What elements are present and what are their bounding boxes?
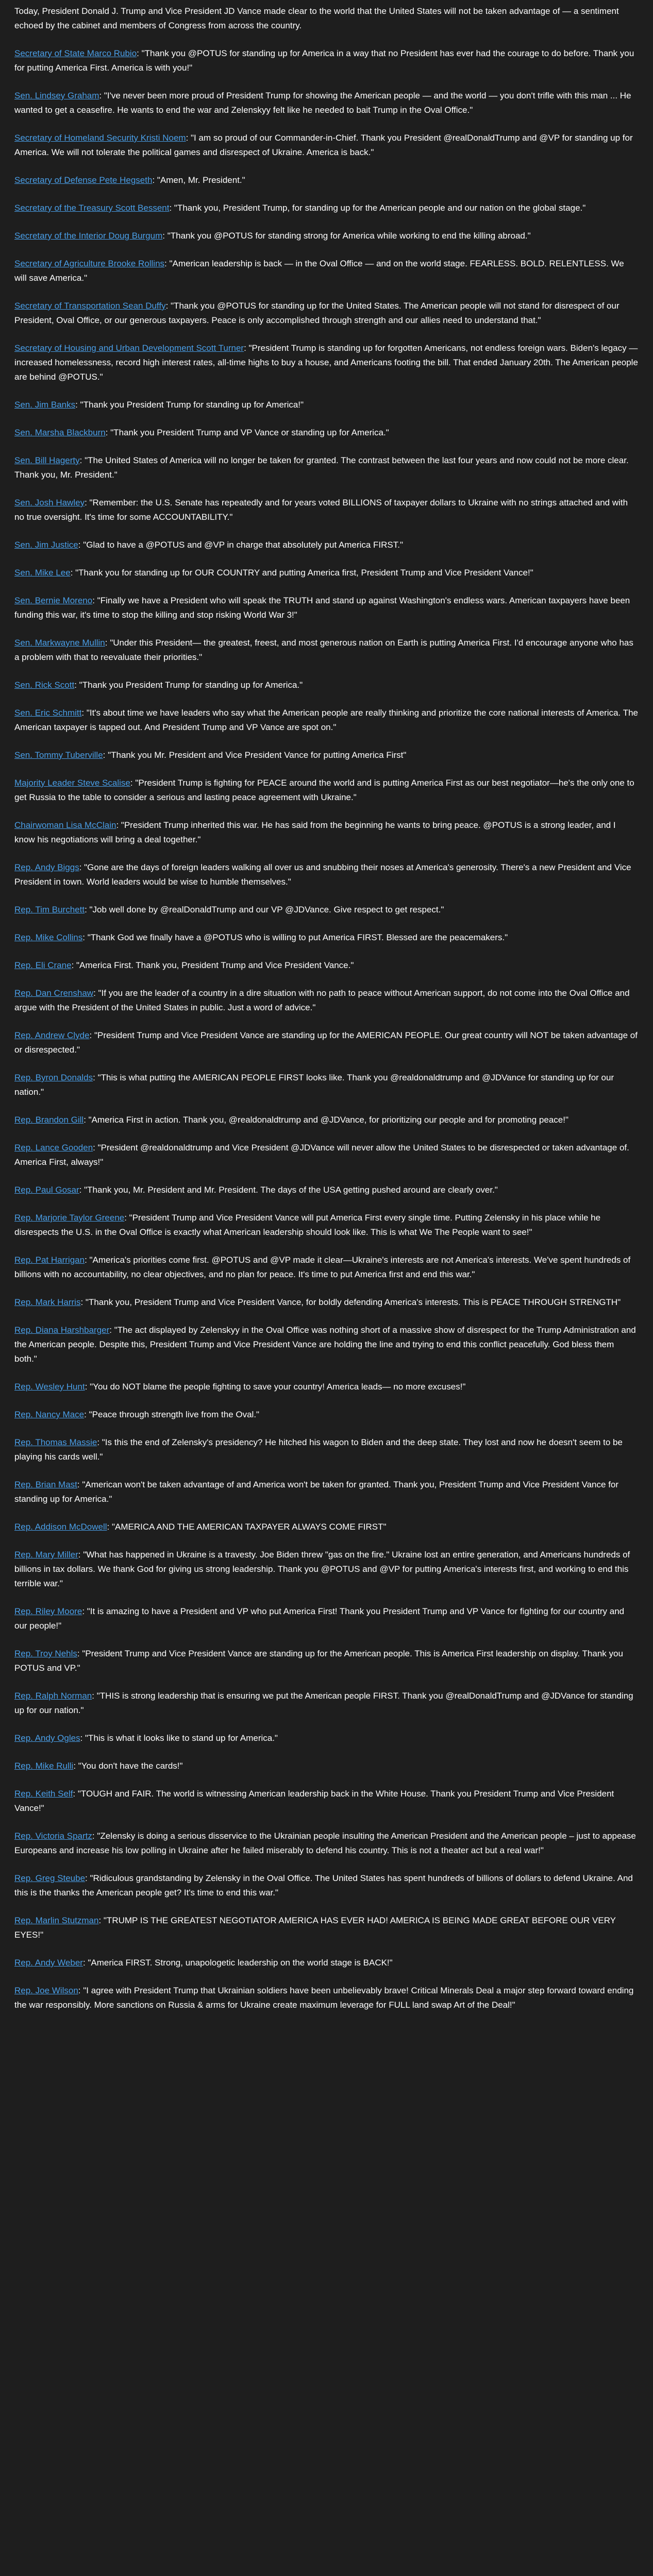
statement-entry — [14, 636, 639, 665]
speaker-link[interactable]: Rep. Brandon Gill — [14, 1115, 84, 1125]
speaker-link[interactable]: Rep. Joe Wilson — [14, 1986, 78, 1995]
speaker-link[interactable]: Sen. Rick Scott — [14, 680, 75, 690]
statement-quote: : "Thank God we finally have a @POTUS who is willing to put America FIRST. Blessed are the peacemakers." — [82, 933, 508, 942]
statement-quote: : "Ridiculous grandstanding by Zelensky in the Oval Office. The United States has spent hundreds of billions of dollars to defend Ukraine. And this is the thanks the American people get? It's time to end this war." — [14, 1873, 633, 1897]
statement-quote: : "Gone are the days of foreign leaders walking all over us and snubbing their noses at America's generosity. There's a new President and Vice President in town. World leaders would be wise to humble themselves." — [14, 862, 631, 887]
statement-quote: : "Job well done by @realDonaldTrump and our VP @JDVance. Give respect to get respect." — [85, 905, 444, 914]
statement-quote: : "Thank you @POTUS for standing strong for America while working to end the killing abroad." — [162, 231, 531, 241]
statement-entry — [14, 1071, 639, 1099]
statement-entry — [14, 89, 639, 117]
statement-quote: : "I've never been more proud of President Trump for showing the American people — and the world — you don't trifle with this man ... He wanted to get a ceasefire. He wants to end the war and Zelenskyy felt like he needed to bait Trump in the Oval Office." — [14, 91, 631, 115]
statement-entry — [14, 678, 639, 692]
statement-entry — [14, 229, 639, 243]
speaker-link[interactable]: Sen. Bernie Moreno — [14, 596, 93, 605]
statement-entry — [14, 776, 639, 805]
statement-entry — [14, 257, 639, 285]
statement-entry — [14, 496, 639, 524]
statement-entry — [14, 173, 639, 188]
speaker-link[interactable]: Rep. Thomas Massie — [14, 1437, 97, 1447]
statement-quote: : "This is what putting the AMERICAN PEOPLE FIRST looks like. Thank you @realdonaldtrump and @JDVance for standing up for our nation." — [14, 1073, 614, 1097]
statement-entry — [14, 1028, 639, 1057]
speaker-link[interactable]: Rep. Greg Steube — [14, 1873, 86, 1883]
speaker-link[interactable]: Sen. Marsha Blackburn — [14, 428, 106, 437]
statement-quote: : "Thank you President Trump and VP Vance or standing up for America." — [105, 428, 389, 437]
statement-quote: : "Finally we have a President who will speak the TRUTH and stand up against Washington's endless wars. American taxpayers have been funding this war, it's time to stop the killing and stop risking World War 3!" — [14, 596, 630, 620]
statement-quote: : "President Trump is fighting for PEACE around the world and is putting America First as our best negotiator—he's the only one to get Russia to the table to consider a serious and lasting peace agreement with Ukraine." — [14, 778, 634, 802]
statement-quote: : "Zelensky is doing a serious disservice to the Ukrainian people insulting the American President and the American people – just to appease Europeans and increase his low polling in Ukraine after he failed miserably to defend his country. This is not a theater act but a real war!" — [14, 1831, 636, 1855]
statement-quote: : "If you are the leader of a country in a dire situation with no path to peace without American support, do not come into the Oval Office and argue with the President of the United States in public. Just a word of advice." — [14, 988, 630, 1012]
statement-quote: : "America First in action. Thank you, @realdonaldtrump and @JDVance, for prioritizing our people and for promoting peace!" — [83, 1115, 568, 1125]
statement-quote: : "Thank you for standing up for OUR COUNTRY and putting America first, President Trump and Vice President Vance!" — [70, 568, 533, 578]
statement-entry — [14, 1787, 639, 1816]
statement-quote: : "American leadership is back — in the Oval Office — and on the world stage. FEARLESS. BOLD. RELENTLESS. We will save America." — [14, 259, 624, 283]
statement-entry — [14, 46, 639, 75]
statement-entry — [14, 1520, 639, 1534]
statement-entry — [14, 958, 639, 973]
statement-quote: : "President Trump inherited this war. He has said from the beginning he wants to bring peace. @POTUS is a strong leader, and I know his negotiations will bring a deal together." — [14, 820, 616, 844]
speaker-link[interactable]: Rep. Byron Donalds — [14, 1073, 93, 1082]
statement-entry — [14, 426, 639, 440]
speaker-link[interactable]: Rep. Andy Weber — [14, 1958, 83, 1968]
statement-entry — [14, 1408, 639, 1422]
speaker-link[interactable]: Sen. Jim Justice — [14, 540, 78, 550]
speaker-link[interactable]: Sen. Mike Lee — [14, 568, 71, 578]
statement-entry — [14, 930, 639, 945]
speaker-link[interactable]: Rep. Victoria Spartz — [14, 1831, 92, 1841]
speaker-link[interactable]: Rep. Lance Gooden — [14, 1143, 93, 1153]
statement-entry — [14, 818, 639, 847]
statement-quote: : "This is what it looks like to stand up for America." — [80, 1733, 278, 1743]
statement-quote: : "Thank you President Trump for standing up for America." — [74, 680, 303, 690]
statement-entry — [14, 1956, 639, 1970]
statement-entry — [14, 986, 639, 1015]
statement-quote: : "TOUGH and FAIR. The world is witnessing American leadership back in the White House. Thank you President Trump and Vice President Vance!" — [14, 1789, 614, 1813]
statement-entry — [14, 1829, 639, 1858]
speaker-link[interactable]: Rep. Ralph Norman — [14, 1691, 92, 1701]
speaker-link[interactable]: Rep. Mike Rulli — [14, 1761, 74, 1771]
statement-entry — [14, 1759, 639, 1773]
speaker-link[interactable]: Rep. Andy Ogles — [14, 1733, 80, 1743]
speaker-link[interactable]: Rep. Brian Mast — [14, 1480, 77, 1489]
statement-quote: : "I agree with President Trump that Ukrainian soldiers have been unbelievably brave! Critical Minerals Deal a major step forward toward ending the war responsibly. More sanctions on Russia & arms for Ukraine create maximum leverage for FULL land swap Art of the Deal!" — [14, 1986, 634, 2010]
speaker-link[interactable]: Secretary of the Interior Doug Burgum — [14, 231, 163, 241]
statement-quote: : "Remember: the U.S. Senate has repeatedly and for years voted BILLIONS of taxpayer dollars to Ukraine with no strings attached and with no true oversight. It's time for some ACCOUNTABILITY." — [14, 498, 628, 522]
speaker-link[interactable]: Rep. Marlin Stutzman — [14, 1916, 99, 1925]
speaker-link[interactable]: Rep. Diana Harshbarger — [14, 1325, 110, 1335]
speaker-link[interactable]: Rep. Paul Gosar — [14, 1185, 79, 1195]
statement-entry — [14, 1380, 639, 1394]
speaker-link[interactable]: Sen. Jim Banks — [14, 400, 76, 410]
statement-entry — [14, 1141, 639, 1170]
statement-quote: : "President @realdonaldtrump and Vice President @JDVance will never allow the United States to be disrespected or taken advantage of. America First, always!" — [14, 1143, 629, 1167]
statement-entry — [14, 706, 639, 735]
statement-entry — [14, 1253, 639, 1282]
statement-entry — [14, 538, 639, 552]
statements-list — [14, 46, 639, 2012]
statement-entry — [14, 131, 639, 160]
statement-quote: : "TRUMP IS THE GREATEST NEGOTIATOR AMERICA HAS EVER HAD! AMERICA IS BEING MADE GREAT BEFORE OUR VERY EYES!" — [14, 1916, 616, 1940]
speaker-link[interactable]: Rep. Keith Self — [14, 1789, 73, 1799]
speaker-link[interactable]: Rep. Marjorie Taylor Greene — [14, 1213, 125, 1223]
statement-quote: : "Thank you @POTUS for standing up for the United States. The American people will not stand for disrespect of our President, Oval Office, or our generous taxpayers. Peace is only accomplished through strength and our allies need to understand that." — [14, 301, 619, 325]
speaker-link[interactable]: Rep. Mike Collins — [14, 933, 83, 942]
statement-quote: : "It is amazing to have a President and VP who put America First! Thank you President Trump and VP Vance for fighting for our country and our people!" — [14, 1606, 625, 1631]
speaker-link[interactable]: Secretary of Defense Pete Hegseth — [14, 175, 153, 185]
statement-entry — [14, 1183, 639, 1197]
statement-quote: : "It's about time we have leaders who say what the American people are really thinking and prioritize the core national interests of America. The American taxpayer is tapped out. And President Trump and VP Vance are spot on." — [14, 708, 638, 732]
statement-entry — [14, 1647, 639, 1675]
statement-entry — [14, 1689, 639, 1718]
speaker-link[interactable]: Chairwoman Lisa McClain — [14, 820, 116, 830]
statement-quote: : "Thank you @POTUS for standing up for America in a way that no President has ever had the courage to do before. Thank you for putting America First. America is with you!" — [14, 48, 634, 73]
statement-quote: : "AMERICA AND THE AMERICAN TAXPAYER ALWAYS COME FIRST" — [107, 1522, 387, 1532]
statement-entry — [14, 1113, 639, 1127]
statement-entry — [14, 860, 639, 889]
statement-entry — [14, 748, 639, 762]
statement-entry — [14, 1323, 639, 1366]
statement-quote: : "Thank you, Mr. President and Mr. President. The days of the USA getting pushed around are clearly over." — [79, 1185, 498, 1195]
statement-entry — [14, 1211, 639, 1240]
statement-quote: : "President Trump and Vice President Vance are standing up for the AMERICAN PEOPLE. Our great country will NOT be taken advantage of or disrespected." — [14, 1030, 638, 1055]
speaker-link[interactable]: Rep. Nancy Mace — [14, 1410, 85, 1419]
statement-entry — [14, 1295, 639, 1310]
statement-entry — [14, 1478, 639, 1506]
statement-quote: : "The act displayed by Zelenskyy in the Oval Office was nothing short of a massive show of disrespect for the Trump Administration and the American people. Despite this, President Trump and Vice President Vance are holding the line and trying to end this conflict peacefully. God bless them both." — [14, 1325, 636, 1364]
statement-entry — [14, 1548, 639, 1591]
speaker-link[interactable]: Rep. Mary Miller — [14, 1550, 78, 1560]
statement-entry — [14, 201, 639, 215]
speaker-link[interactable]: Rep. Andy Biggs — [14, 862, 79, 872]
speaker-link[interactable]: Secretary of Homeland Security Kristi Noem — [14, 133, 186, 143]
statement-entry — [14, 594, 639, 622]
statement-quote: : "Amen, Mr. President." — [152, 175, 245, 185]
speaker-link[interactable]: Rep. Pat Harrigan — [14, 1255, 85, 1265]
speaker-link[interactable]: Rep. Troy Nehls — [14, 1649, 77, 1658]
speaker-link[interactable]: Secretary of Agriculture Brooke Rollins — [14, 259, 165, 268]
statement-quote: : "Thank you President Trump for standing up for America!" — [75, 400, 304, 410]
statement-entry — [14, 398, 639, 412]
speaker-link[interactable]: Rep. Tim Burchett — [14, 905, 85, 914]
statement-entry — [14, 1435, 639, 1464]
statement-quote: : "Glad to have a @POTUS and @VP in charge that absolutely put America FIRST." — [78, 540, 404, 550]
speaker-link[interactable]: Rep. Addison McDowell — [14, 1522, 107, 1532]
speaker-link[interactable]: Rep. Wesley Hunt — [14, 1382, 85, 1392]
statement-quote: : "I am so proud of our Commander-in-Chief. Thank you President @realDonaldTrump and @VP for standing up for America. We will not tolerate the political games and disrespect of Ukraine. America is back." — [14, 133, 633, 157]
speaker-link[interactable]: Rep. Riley Moore — [14, 1606, 82, 1616]
speaker-link[interactable]: Sen. Lindsey Graham — [14, 91, 99, 100]
speaker-link[interactable]: Sen. Markwayne Mullin — [14, 638, 105, 648]
statement-entry — [14, 1871, 639, 1900]
statement-entry — [14, 1913, 639, 1942]
statement-entry — [14, 453, 639, 482]
speaker-link[interactable]: Sen. Bill Hagerty — [14, 455, 80, 465]
speaker-link[interactable]: Majority Leader Steve Scalise — [14, 778, 130, 788]
speaker-link[interactable]: Sen. Eric Schmitt — [14, 708, 82, 718]
speaker-link[interactable]: Secretary of the Treasury Scott Bessent — [14, 203, 170, 213]
statement-quote: : "The United States of America will no longer be taken for granted. The contrast between the last four years and now could not be more clear. Thank you, Mr. President." — [14, 455, 629, 480]
statement-entry — [14, 341, 639, 384]
speaker-link[interactable]: Rep. Mark Harris — [14, 1297, 81, 1307]
statement-entry — [14, 903, 639, 917]
speaker-link[interactable]: Rep. Dan Crenshaw — [14, 988, 94, 998]
statement-quote: : "What has happened in Ukraine is a travesty. Joe Biden threw "gas on the fire." Ukraine lost an entire generation, and Americans hundreds of billions in tax dollars. We thank God for giving us strong leadership. Thank you @POTUS and @VP for putting America's interests first, and working to end this terrible war." — [14, 1550, 630, 1588]
speaker-link[interactable]: Rep. Eli Crane — [14, 960, 72, 970]
statement-quote: : "American won't be taken advantage of and America won't be taken for granted. Thank you, President Trump and Vice President Vance for standing up for America." — [14, 1480, 619, 1504]
statement-quote: : "America's priorities come first. @POTUS and @VP made it clear—Ukraine's interests are not America's interests. We've spent hundreds of billions with no accountability, no clear objectives, and no plan for peace. It's time to put America first and end this war." — [14, 1255, 631, 1279]
speaker-link[interactable]: Sen. Tommy Tuberville — [14, 750, 103, 760]
statement-quote: : "Thank you Mr. President and Vice President Vance for putting America First" — [103, 750, 407, 760]
statement-quote: : "President Trump and Vice President Vance will put America First every single time. Putting Zelensky in his place while he disrespects the U.S. in the Oval Office is exactly what American leadership should look like. This is what We The People want to see!" — [14, 1213, 601, 1237]
statement-quote: : "Thank you, President Trump and Vice President Vance, for boldly defending America's interests. This is PEACE THROUGH STRENGTH" — [80, 1297, 621, 1307]
statement-entry — [14, 566, 639, 580]
statement-entry — [14, 1731, 639, 1745]
speaker-link[interactable]: Sen. Josh Hawley — [14, 498, 85, 507]
statement-quote: : "THIS is strong leadership that is ensuring we put the American people FIRST. Thank you @realDonaldTrump and @JDVance for standing up for our nation." — [14, 1691, 633, 1715]
statement-quote: : "Under this President— the greatest, freest, and most generous nation on Earth is putting America First. I'd encourage anyone who has a problem with that to reevaluate their priorities." — [14, 638, 633, 662]
speaker-link[interactable]: Rep. Andrew Clyde — [14, 1030, 90, 1040]
statement-quote: : "Is this the end of Zelensky's presidency? He hitched his wagon to Biden and the deep state. They lost and now he doesn't seem to be playing his cards well." — [14, 1437, 623, 1462]
statement-quote: : "President Trump is standing up for forgotten Americans, not endless foreign wars. Biden's legacy — increased homelessness, record high interest rates, all-time highs to buy a house, and Americans footing the bill. That ended January 20th. The American people are behind @POTUS." — [14, 343, 638, 382]
statement-entry — [14, 299, 639, 328]
statement-entry — [14, 1984, 639, 2012]
statement-quote: : "America First. Thank you, President Trump and Vice President Vance." — [71, 960, 354, 970]
speaker-link[interactable]: Secretary of Transportation Sean Duffy — [14, 301, 166, 311]
statement-quote: : "Peace through strength live from the Oval." — [84, 1410, 260, 1419]
speaker-link[interactable]: Secretary of State Marco Rubio — [14, 48, 137, 58]
statement-entry — [14, 1604, 639, 1633]
statement-quote: : "America FIRST. Strong, unapologetic leadership on the world stage is BACK!" — [82, 1958, 393, 1968]
statement-quote: : "Thank you, President Trump, for standing up for the American people and our nation on the global stage." — [169, 203, 586, 213]
statement-quote: : "President Trump and Vice President Vance are standing up for the American people. This is America First leadership on display. Thank you POTUS and VP." — [14, 1649, 623, 1673]
statement-quote: : "You do NOT blame the people fighting to save your country! America leads— no more excuses!" — [85, 1382, 466, 1392]
speaker-link[interactable]: Secretary of Housing and Urban Development Scott Turner — [14, 343, 244, 353]
statement-quote: : "You don't have the cards!" — [73, 1761, 183, 1771]
intro-paragraph: Today, President Donald J. Trump and Vice President JD Vance made clear to the world that the United States will not be taken advantage of — a sentiment echoed by the cabinet and members of Congress from across the country. — [14, 6, 619, 30]
